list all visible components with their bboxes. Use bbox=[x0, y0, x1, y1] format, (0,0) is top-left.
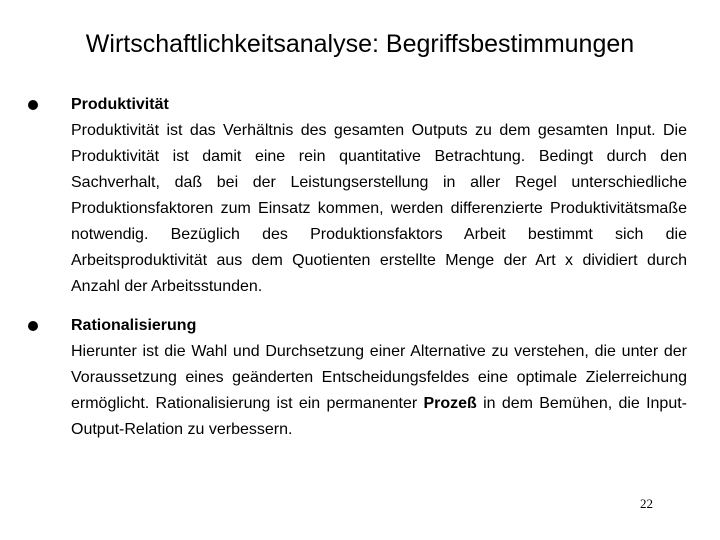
bullet-item-produktivitaet bbox=[27, 92, 687, 300]
slide-title: Wirtschaftlichkeitsanalyse: Begriffsbestimmungen bbox=[85, 30, 635, 58]
bullet-list bbox=[27, 92, 687, 443]
bullet-body-text: Hierunter ist die Wahl und Durchsetzung einer Alternative zu verstehen, die unter der Voraussetzung eines geänderten Entscheidungsfeldes eine optimale Zielerreichung ermöglicht. Rationalisierung ist ein permanenter bbox=[71, 343, 687, 412]
bullet-body bbox=[71, 339, 687, 443]
bullet-dot-icon bbox=[28, 321, 38, 331]
bullet-dot-icon bbox=[28, 100, 38, 110]
bullet-body: Produktivität ist das Verhältnis des gesamten Outputs zu dem gesamten Input. Die Produktivität ist damit eine rein quantitative Betrachtung. Bedingt durch den Sachverhalt, daß bei der Leistungserstellung in aller Regel unterschiedliche Produktionsfaktoren zum Einsatz kommen, werden differenzierte Produktivitätsmaße notwendig. Bezüglich des Produktionsfaktors Arbeit bestimmt sich die Arbeitsproduktivität aus dem Quotienten erstellte Menge der Art x dividiert durch Anzahl der Arbeitsstunden. bbox=[71, 122, 687, 295]
bullet-item-rationalisierung bbox=[27, 313, 687, 443]
bullet-heading: Produktivität bbox=[71, 96, 169, 113]
bullet-heading: Rationalisierung bbox=[71, 317, 197, 334]
bullet-body-emphasis: Prozeß bbox=[423, 395, 477, 412]
page-number: 22 bbox=[640, 496, 653, 511]
bullet-body-text: in dem Bemühen, die Input-Output-Relation zu verbessern. bbox=[71, 395, 687, 438]
